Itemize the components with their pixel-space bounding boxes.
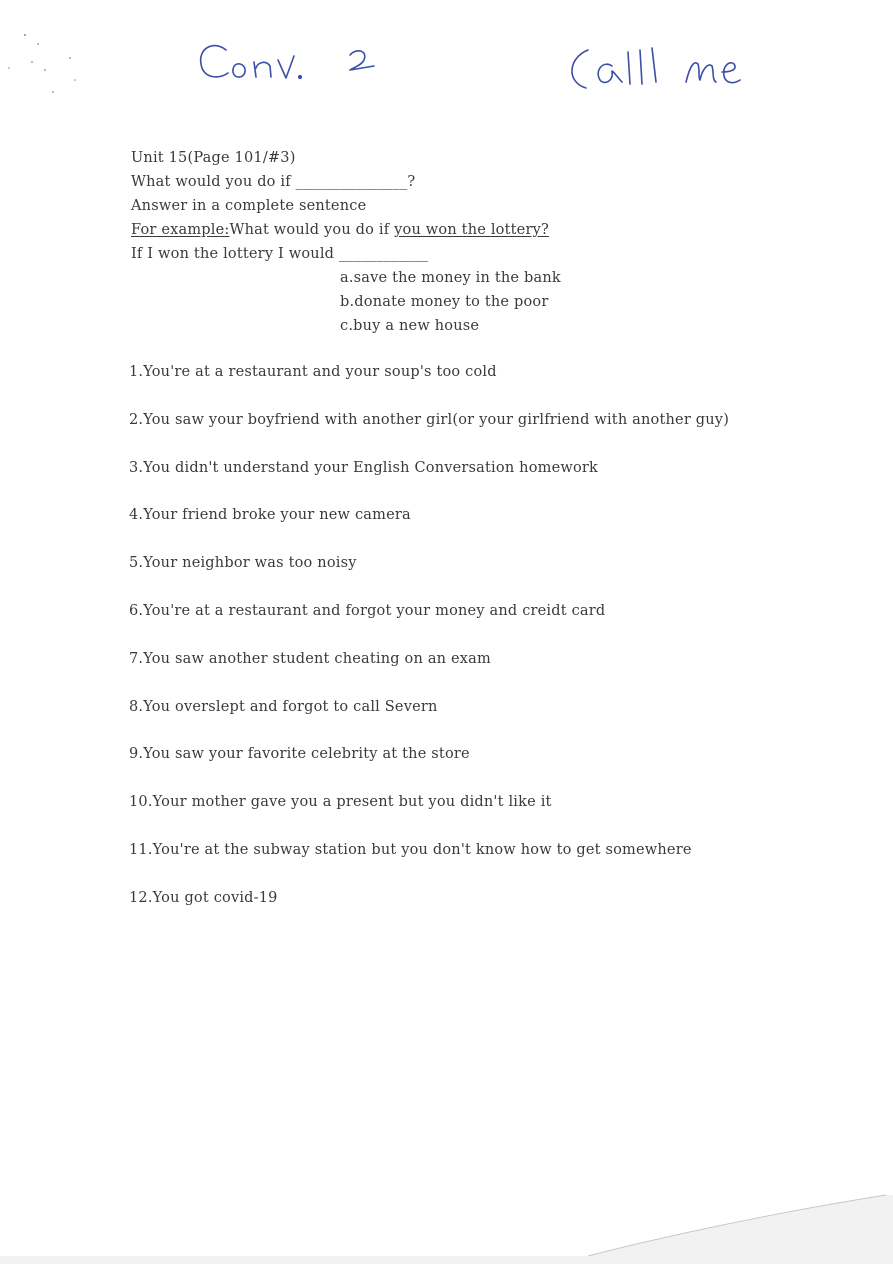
question-item: 8.You overslept and forgot to call Severn (129, 698, 438, 715)
prompt-blank: _______________ (295, 174, 408, 190)
question-item: 4.Your friend broke your new camera (129, 507, 411, 524)
example-label: For example: (131, 222, 230, 238)
option-c: c.buy a new house (340, 318, 480, 334)
question-item: 1.You're at a restaurant and your soup's too cold (129, 364, 497, 380)
prompt-prefix: What would you do if (131, 174, 291, 190)
option-a: a.save the money in the bank (340, 270, 561, 286)
question-item: 11.You're at the subway station but you don't know how to get somewhere (129, 841, 692, 858)
question-item: 9.You saw your favorite celebrity at the store (129, 746, 470, 763)
question-item: 3.You didn't understand your English Conversation homework (129, 459, 599, 476)
question-item: 5.Your neighbor was too noisy (129, 555, 357, 572)
question-item: 6.You're at a restaurant and forgot your money and creidt card (129, 602, 606, 619)
instruction-line: Answer in a complete sentence (131, 198, 367, 214)
answer-blank: ____________ (338, 246, 429, 262)
question-item: 7.You saw another student cheating on an exam (129, 650, 491, 667)
option-b: b.donate money to the poor (340, 294, 549, 310)
example-underlined: you won the lottery? (394, 222, 549, 238)
example-prefix: What would you do if (229, 222, 395, 238)
answer-stem: If I won the lottery I would (131, 246, 335, 262)
question-item: 12.You got covid-19 (129, 889, 278, 906)
question-item: 10.Your mother gave you a present but you didn't like it (129, 794, 552, 811)
prompt-suffix: ? (407, 174, 416, 190)
unit-line: Unit 15(Page 101/#3) (131, 150, 296, 166)
question-item: 2.You saw your boyfriend with another girl(or your girlfriend with another guy) (129, 411, 730, 428)
